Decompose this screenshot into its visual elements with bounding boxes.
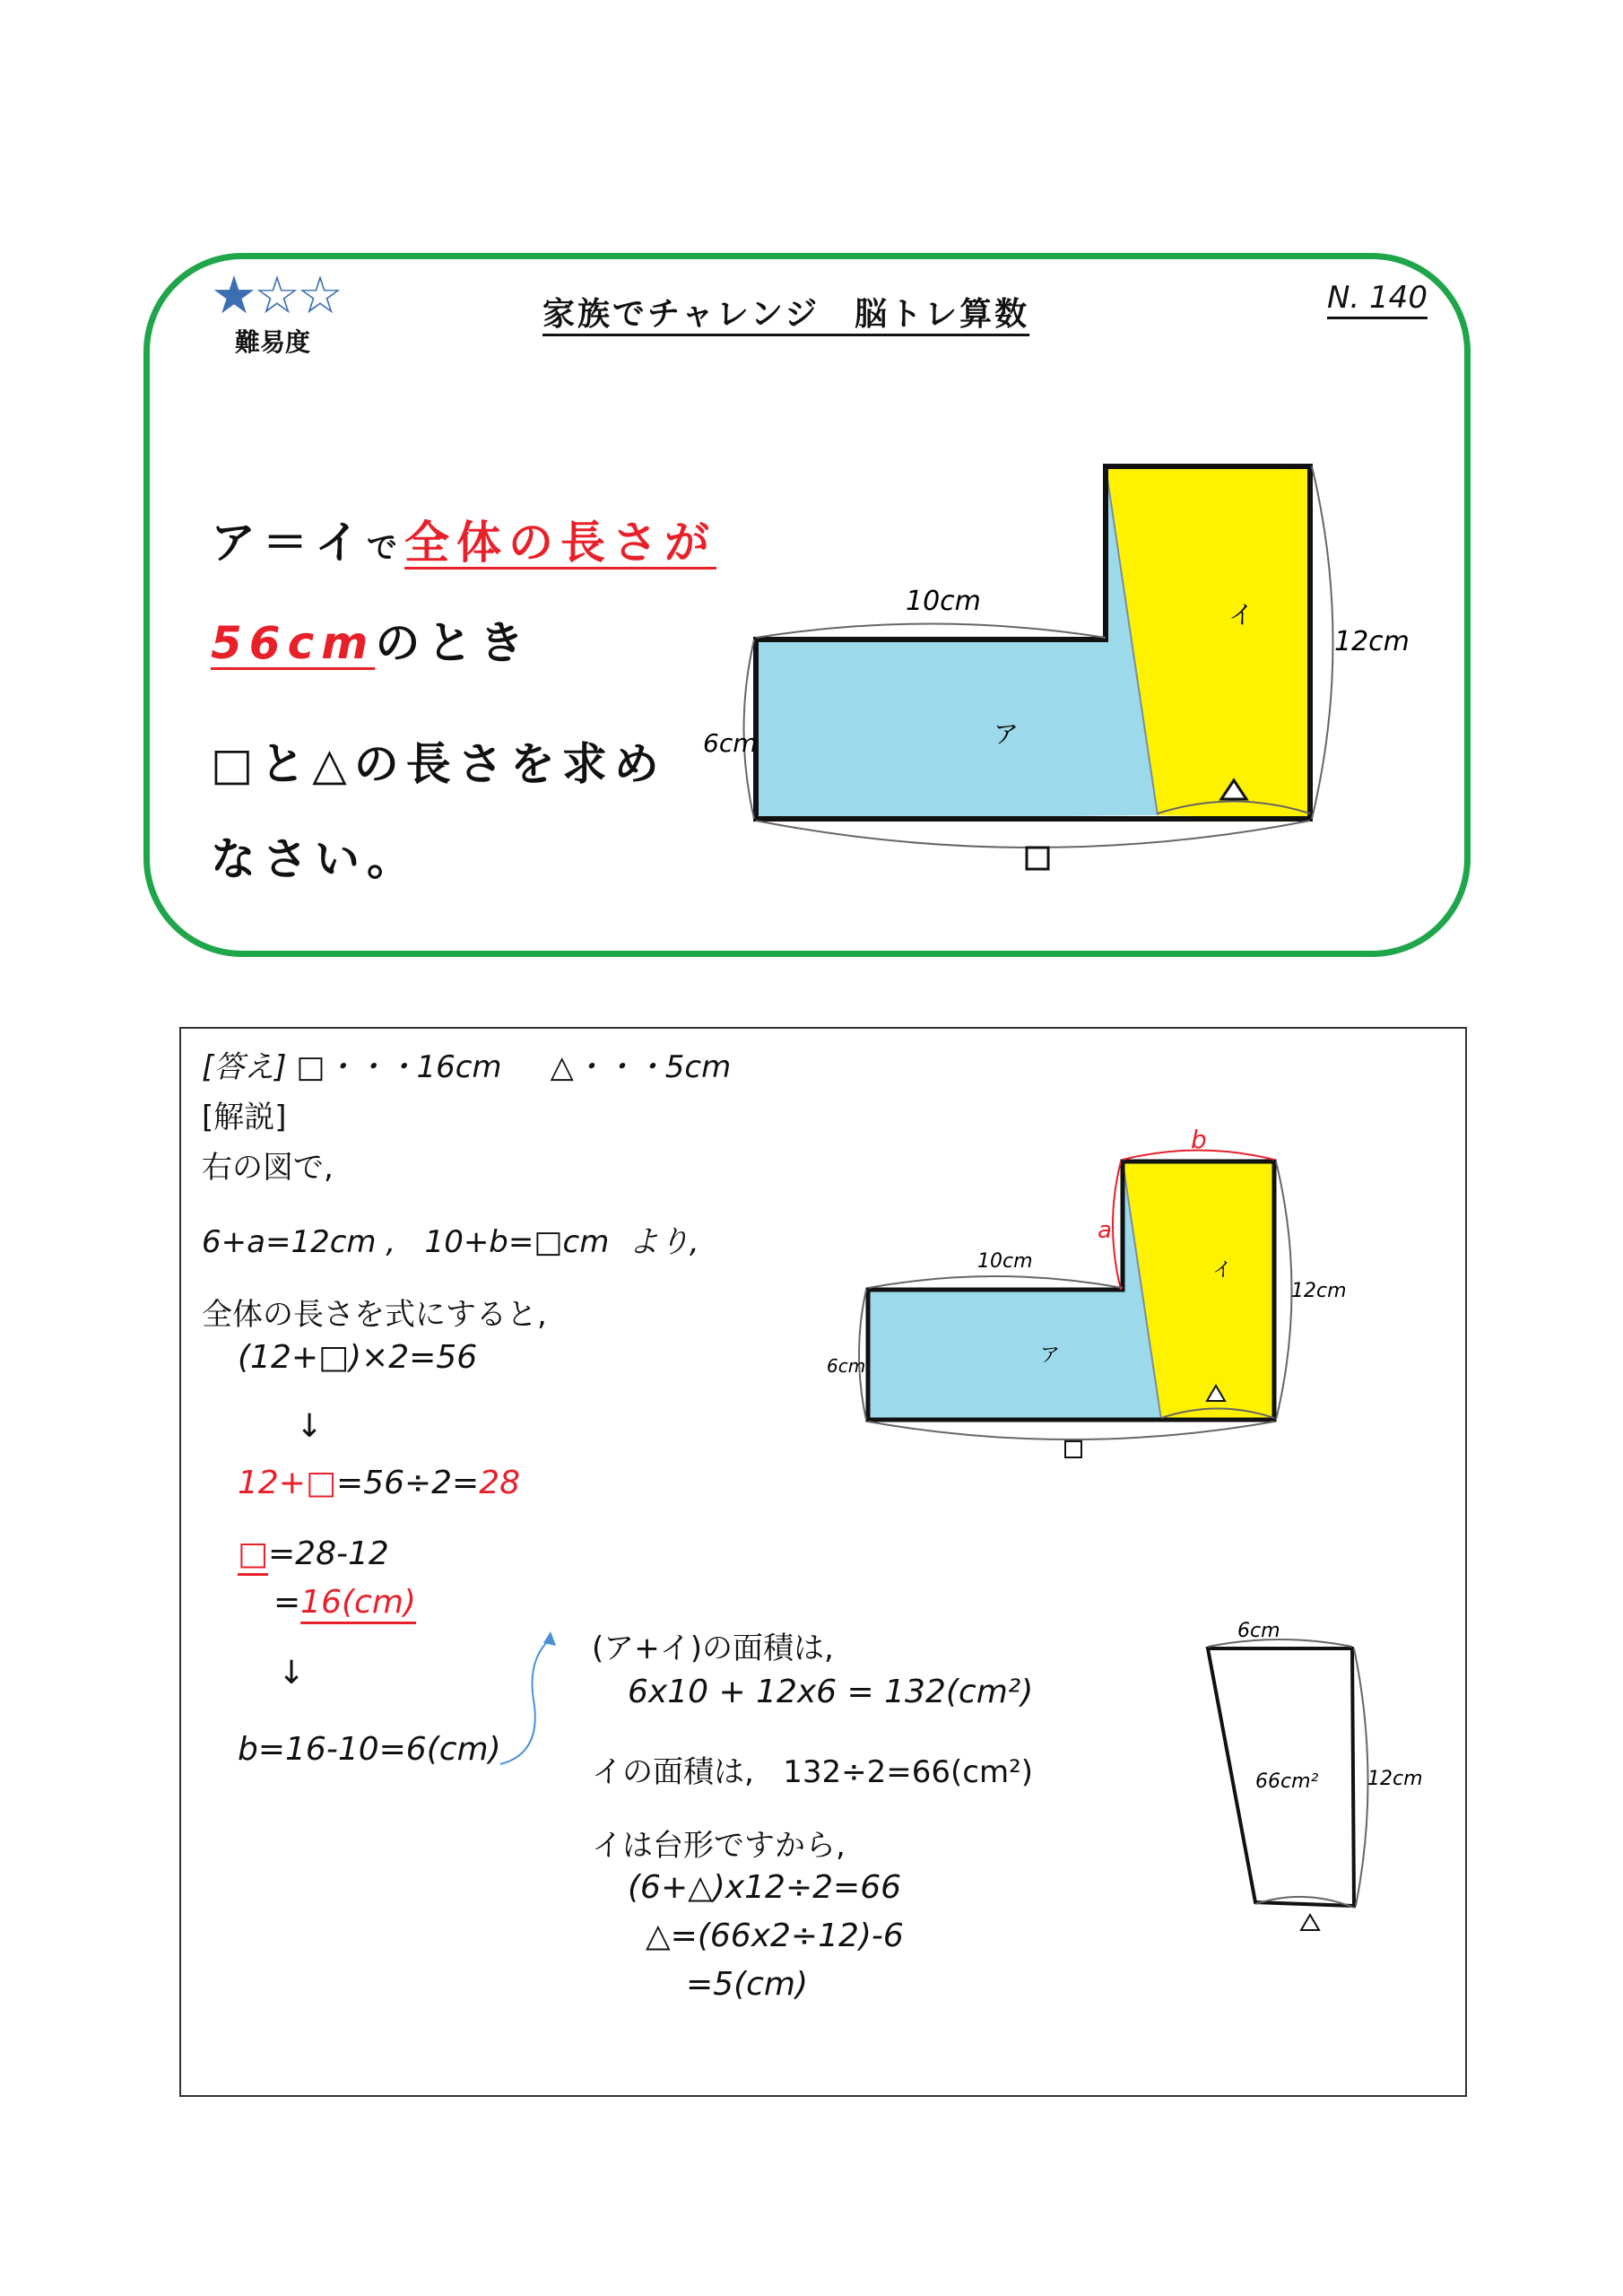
star-empty-icon: ☆	[254, 265, 297, 326]
question-line-2	[211, 607, 531, 672]
explanation-label: [解説]	[202, 1100, 287, 1135]
dim-label-right: 12cm	[1367, 1768, 1423, 1790]
dim-label-left: 6cm	[703, 728, 758, 758]
question-particle: で	[367, 530, 404, 566]
dim-arc-bottom	[868, 1422, 1274, 1439]
star-empty-icon: ☆	[297, 265, 340, 326]
question-total-length: 全体の長さが	[404, 517, 716, 569]
region-a-shape	[756, 466, 1158, 819]
trapezoid-equation-2: △=(66x2÷12)-6	[646, 1918, 904, 1954]
region-a-label: ア	[1040, 1344, 1061, 1367]
curved-arrow-icon	[493, 1628, 565, 1771]
question-line-1	[211, 507, 716, 571]
area-i-equation: イの面積は, 132÷2=66(cm²)	[592, 1754, 1033, 1790]
equals-sign: =	[273, 1584, 301, 1621]
equation-b: b=16-10=6(cm)	[238, 1731, 501, 1768]
dim-label-top: 10cm	[977, 1250, 1033, 1273]
square-mark-icon	[1065, 1441, 1081, 1457]
equation-square-rhs: =28-12	[268, 1535, 389, 1572]
trapezoid-equation-3: =5(cm)	[686, 1966, 809, 2003]
dim-arc-a	[1113, 1161, 1121, 1290]
region-a-label: ア	[994, 719, 1020, 749]
question-equality: ア＝イ	[211, 517, 367, 569]
answer-line	[202, 1042, 731, 1086]
dim-label-a: a	[1098, 1217, 1112, 1244]
solution-figure	[807, 1103, 1347, 1480]
equation-half	[238, 1465, 520, 1501]
dim-label-b: b	[1191, 1125, 1207, 1154]
question-line-3: □と△の長さを求め	[211, 738, 666, 790]
trapezoid-figure	[1184, 1610, 1453, 1924]
answer-square-value: □・・・16cm	[296, 1049, 502, 1085]
dim-label-right: 12cm	[1291, 1280, 1347, 1302]
area-intro: (ア+イ)の面積は,	[592, 1631, 834, 1666]
region-b-label: イ	[1228, 600, 1254, 630]
equation-total: (12+□)×2=56	[238, 1339, 478, 1376]
arrow-down-icon: ↓	[296, 1408, 324, 1445]
trapezoid-intro: イは台形ですから,	[592, 1828, 846, 1864]
region-b-label: イ	[1212, 1259, 1233, 1282]
dim-arc-right	[1354, 1648, 1368, 1906]
star-filled-icon: ★	[211, 265, 254, 326]
dim-label-left: 6cm	[827, 1355, 866, 1377]
question-line-4: なさい。	[211, 833, 419, 885]
dim-arc-right	[1276, 1161, 1292, 1420]
answer-label: [答え]	[202, 1049, 287, 1085]
dim-arc-bottom	[756, 821, 1310, 848]
trapezoid-equation-1: (6+△)x12÷2=66	[628, 1869, 901, 1906]
answer-triangle-value: △・・・5cm	[550, 1049, 732, 1085]
page-title: 家族でチャレンジ 脳トレ算数	[542, 296, 1030, 333]
problem-number: N. 140	[1327, 280, 1428, 316]
dim-arc-top	[868, 1276, 1123, 1288]
triangle-mark-icon	[1301, 1915, 1319, 1930]
problem-figure	[681, 448, 1435, 897]
square-mark-icon	[1027, 848, 1048, 869]
dim-arc-top	[756, 624, 1106, 639]
equation-half-mid: =56÷2=	[336, 1465, 480, 1501]
arrow-down-icon: ↓	[278, 1655, 306, 1692]
square-answer: 16(cm)	[300, 1584, 416, 1621]
dim-label-right: 12cm	[1334, 626, 1410, 657]
explanation-intro: 右の図で,	[202, 1150, 334, 1186]
total-length-intro: 全体の長さを式にすると,	[202, 1297, 547, 1333]
dim-label-top: 10cm	[906, 586, 981, 617]
difficulty-label: 難易度	[235, 327, 311, 357]
difficulty-stars	[211, 265, 340, 326]
equation-half-lhs: 12+□	[238, 1465, 336, 1501]
dim-label-top: 6cm	[1237, 1620, 1280, 1642]
equation-square	[238, 1535, 389, 1572]
square-symbol: □	[238, 1535, 269, 1572]
question-length-value: 56cm	[211, 617, 376, 669]
equation-square-result	[273, 1584, 416, 1621]
equation-half-result: 28	[479, 1465, 521, 1501]
area-equation: 6x10 + 12x6 = 132(cm²)	[628, 1674, 1034, 1710]
area-label: 66cm²	[1255, 1770, 1319, 1793]
equation-1: 6+a=12cm , 10+b=□cm より,	[202, 1224, 699, 1260]
dim-arc-right	[1312, 466, 1333, 819]
question-condition: のとき	[375, 617, 532, 669]
